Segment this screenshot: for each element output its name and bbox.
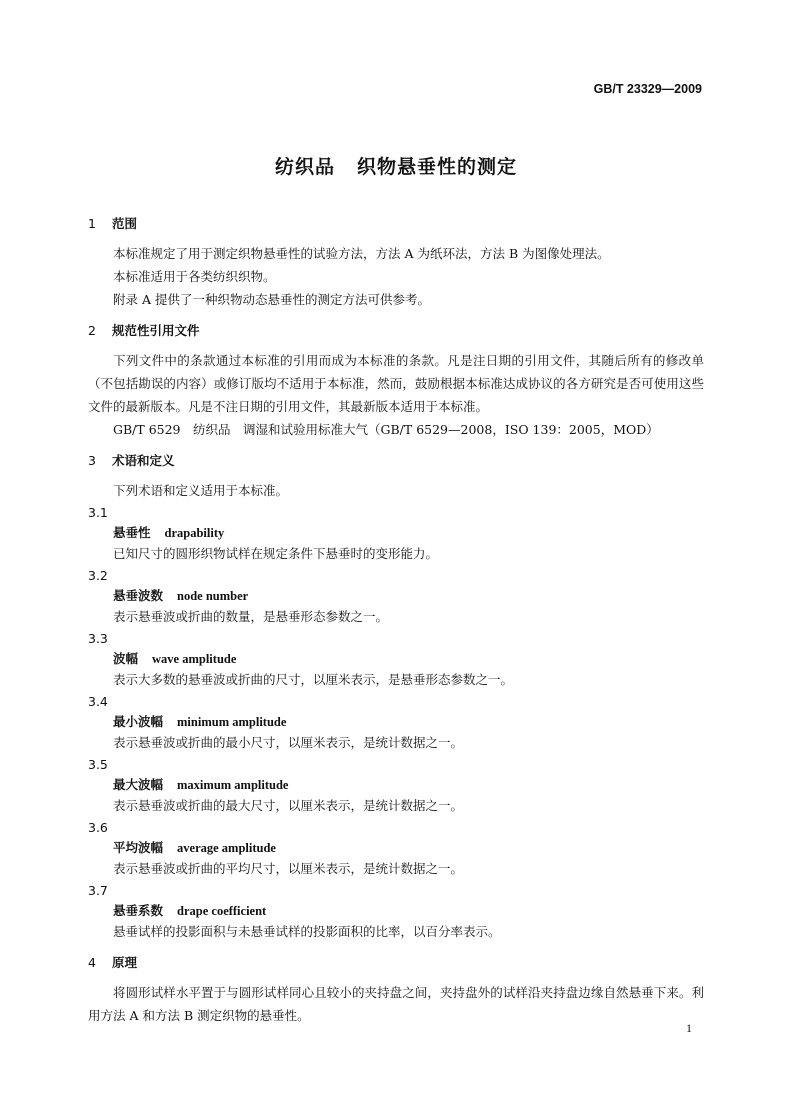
term-definition: 表示悬垂波或折曲的数量，是悬垂形态参数之一。 (113, 609, 389, 624)
term-en: minimum amplitude (177, 715, 287, 729)
scope-paragraph-2: 本标准适用于各类纺织织物。 (113, 269, 276, 284)
term-entry (88, 504, 704, 565)
term-en: drapability (164, 526, 225, 540)
section-4-heading (88, 953, 704, 973)
section-number: 4 (88, 955, 96, 970)
term-definition: 表示悬垂波或折曲的最大尺寸，以厘米表示，是统计数据之一。 (113, 798, 464, 813)
term-definition: 悬垂试样的投影面积与未悬垂试样的投影面积的比率，以百分率表示。 (113, 924, 501, 939)
section-number: 3 (88, 453, 96, 468)
term-en: average amplitude (177, 841, 276, 855)
term-zh: 悬垂性 (113, 525, 151, 540)
term-heading (113, 901, 704, 921)
page-number: 1 (686, 1021, 692, 1035)
term-zh: 悬垂波数 (113, 588, 164, 603)
term-zh: 平均波幅 (113, 840, 164, 855)
term-heading (113, 523, 704, 543)
term-en: drape coefficient (177, 904, 267, 918)
reference-item: GB/T 6529 纺织品 调湿和试验用标准大气（GB/T 6529—2008，ISO 139：2005，MOD） (113, 422, 659, 437)
term-number: 3.2 (88, 568, 108, 583)
term-entry (88, 567, 704, 628)
term-entry (88, 756, 704, 817)
term-definition: 已知尺寸的圆形织物试样在规定条件下悬垂时的变形能力。 (113, 546, 439, 561)
section-title: 规范性引用文件 (112, 323, 200, 338)
term-number: 3.5 (88, 757, 108, 772)
term-entry (88, 693, 704, 754)
term-en: wave amplitude (152, 652, 237, 666)
term-entry (88, 630, 704, 691)
term-heading (113, 649, 704, 669)
terms-intro: 下列术语和定义适用于本标准。 (113, 483, 289, 498)
document-body (88, 214, 704, 1027)
section-1-heading (88, 214, 704, 234)
scope-paragraph-1: 本标准规定了用于测定织物悬垂性的试验方法，方法 A 为纸环法，方法 B 为图像处理法。 (113, 246, 610, 261)
term-definition: 表示大多数的悬垂波或折曲的尺寸，以厘米表示，是悬垂形态参数之一。 (113, 672, 514, 687)
term-number: 3.1 (88, 505, 108, 520)
section-2-heading (88, 321, 704, 341)
term-definition: 表示悬垂波或折曲的平均尺寸，以厘米表示，是统计数据之一。 (113, 861, 464, 876)
term-heading (113, 775, 704, 795)
term-number: 3.4 (88, 694, 108, 709)
references-paragraph: 下列文件中的条款通过本标准的引用而成为本标准的条款。凡是注日期的引用文件，其随后所有的修改单（不包括勘误的内容）或修订版均不适用于本标准，然而，鼓励根据本标准达成协议的各方研究是否可使用这些文件的最新版本。凡是不注日期的引用文件，其最新版本适用于本标准。 (88, 353, 704, 414)
section-title: 原理 (112, 955, 138, 970)
term-number: 3.6 (88, 820, 108, 835)
term-definition: 表示悬垂波或折曲的最小尺寸，以厘米表示，是统计数据之一。 (113, 735, 464, 750)
term-zh: 悬垂系数 (113, 903, 164, 918)
term-en: maximum amplitude (177, 778, 289, 792)
section-3-heading (88, 451, 704, 471)
term-zh: 最小波幅 (113, 714, 164, 729)
term-zh: 最大波幅 (113, 777, 164, 792)
title-part-2: 织物悬垂性的测定 (357, 156, 518, 178)
section-title: 术语和定义 (112, 453, 175, 468)
term-entry (88, 882, 704, 943)
term-number: 3.7 (88, 883, 108, 898)
term-zh: 波幅 (113, 651, 139, 666)
term-heading (113, 712, 704, 732)
principle-paragraph: 将圆形试样水平置于与圆形试样同心且较小的夹持盘之间，夹持盘外的试样沿夹持盘边缘自然悬垂下来。利用方法 A 和方法 B 测定织物的悬垂性。 (88, 985, 704, 1023)
standard-code: GB/T 23329—2009 (593, 82, 702, 96)
term-en: node number (177, 589, 249, 603)
document-title (0, 152, 792, 179)
section-number: 1 (88, 216, 96, 231)
section-title: 范围 (112, 216, 138, 231)
term-heading (113, 586, 704, 606)
scope-paragraph-3: 附录 A 提供了一种织物动态悬垂性的测定方法可供参考。 (113, 292, 430, 307)
term-number: 3.3 (88, 631, 108, 646)
term-heading (113, 838, 704, 858)
term-entry (88, 819, 704, 880)
section-number: 2 (88, 323, 96, 338)
title-part-1: 纺织品 (274, 156, 335, 178)
